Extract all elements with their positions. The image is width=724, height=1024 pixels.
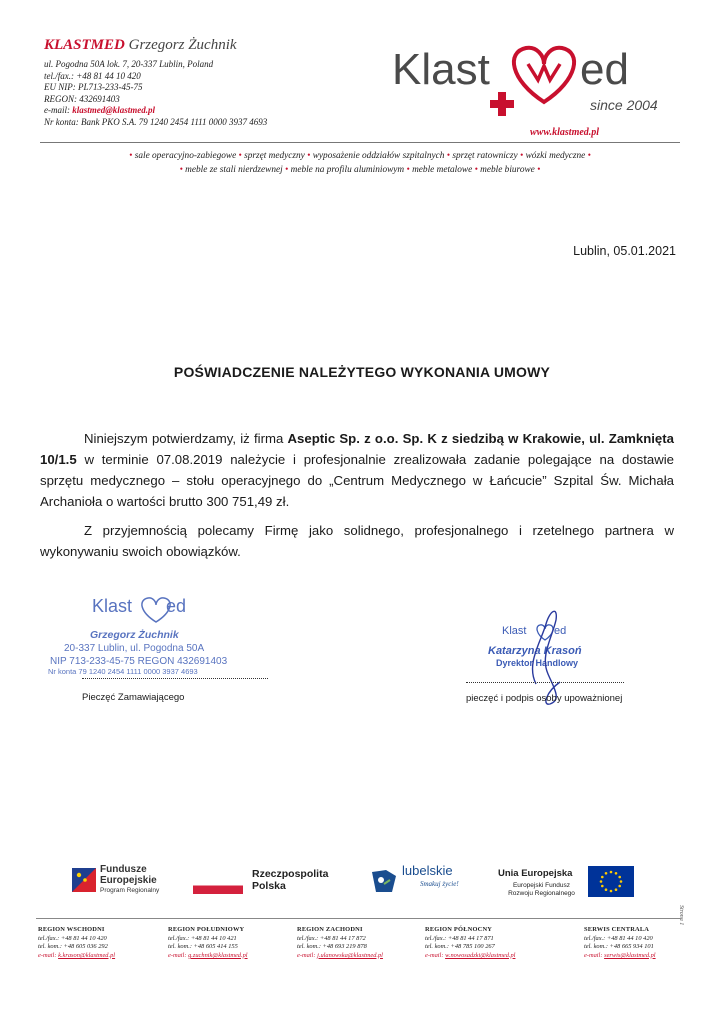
sig-logo-left: Klast — [502, 625, 527, 637]
ue-subtitle — [498, 882, 585, 898]
lubelskie-icon — [368, 866, 400, 896]
stamp-ids: NIP 713-233-45-75 REGON 432691403 — [50, 656, 228, 667]
product-item: meble na profilu aluminiowym — [290, 165, 405, 175]
region-name: REGION WSCHODNI — [38, 926, 105, 933]
fe-star-icon — [83, 878, 87, 882]
fe-title-1: Fundusze — [100, 864, 147, 875]
logo-heart-icon — [514, 48, 574, 102]
region-mobile: tel. kom.: +48 605 414 155 — [168, 943, 238, 951]
region-mobile: tel. kom.: +48 605 036 292 — [38, 943, 108, 951]
stamp-logo-left: Klast — [92, 596, 133, 616]
product-row-2: • meble ze stali nierdzewnej • meble na profilu aluminiowym • meble metalowe • meble biurowe • — [179, 165, 541, 175]
region-phone: tel./fax.: +48 81 44 17 871 — [425, 934, 494, 942]
company-name — [44, 36, 267, 54]
signatory-role: Dyrektor Handlowy — [496, 658, 579, 668]
logo-text-right: ed — [580, 45, 629, 94]
address-line: ul. Pogodna 50A lok. 7, 20-337 Lublin, Poland — [44, 59, 214, 69]
product-item: wózki medyczne — [525, 151, 586, 161]
logo-text-left: Klast — [392, 45, 490, 94]
region-phone: tel./fax.: +48 81 44 10 421 — [168, 934, 237, 942]
stamp-address: 20-337 Lublin, ul. Pogodna 50A — [64, 643, 205, 654]
region-mobile: tel. kom.: +48 665 934 101 — [584, 943, 654, 951]
page-number-note: Strona 1 — [678, 905, 684, 926]
fe-title-2: Europejskie — [100, 875, 157, 886]
paragraph-1 — [40, 428, 674, 512]
product-item: sprzęt medyczny — [244, 151, 305, 161]
region-email-label: e-mail: — [168, 951, 187, 959]
region-email-link[interactable]: j.ulanowska@klastmed.pl — [317, 951, 383, 959]
logo-m-icon — [528, 64, 560, 80]
product-item: meble ze stali nierdzewnej — [185, 165, 283, 175]
region-email-link[interactable]: serwis@klastmed.pl — [604, 951, 656, 959]
header-divider — [40, 142, 680, 143]
company-owner: Grzegorz Żuchnik — [128, 37, 237, 53]
nip-line: EU NIP: PL713-233-45-75 — [44, 82, 143, 93]
region-phone: tel./fax.: +48 81 44 10 420 — [584, 934, 653, 942]
region-email-label: e-mail: — [297, 951, 316, 959]
signature-label: pieczęć i podpis osoby upoważnionej — [466, 693, 623, 704]
signatory-name: Katarzyna Krasoń — [488, 645, 582, 657]
klastmed-logo — [392, 34, 682, 124]
fe-star-icon — [77, 873, 81, 877]
serwis-centrala — [584, 926, 656, 960]
company-header — [44, 36, 267, 129]
product-categories — [40, 149, 680, 177]
stamp-name: Grzegorz Żuchnik — [90, 629, 179, 641]
regon-line: REGON: 432691403 — [44, 93, 120, 104]
signature-dotted-line — [466, 682, 624, 683]
stamp-label: Pieczęć Zamawiającego — [82, 692, 185, 703]
footer-divider — [36, 918, 680, 919]
p1-rest: w terminie 07.08.2019 należycie i profesjonalnie zrealizowała zadanie polegające na dostawie sprzętu medycznego – stołu operacyjnego do „Centrum Medycznego w Łańcucie” Szpital Św. Michała Archanioła o wartości brutto 300 751,49 zł. — [40, 452, 674, 509]
email-link[interactable]: klastmed@klastmed.pl — [72, 105, 155, 116]
eu-flag-icon — [588, 866, 634, 897]
region-name: REGION ZACHODNI — [297, 926, 363, 933]
paragraph-2 — [40, 520, 674, 562]
product-row-1: • sale operacyjno-zabiegowe • sprzęt medyczny • wyposażenie oddziałów szpitalnych • sprzęt ratowniczy • wózki medyczne • — [129, 151, 591, 161]
product-item: meble biurowe — [480, 165, 535, 175]
p2-text: Z przyjemnością polecamy Firmę jako solidnego, profesjonalnego i rzetelnego partnera w wykonywaniu swoich obowiązków. — [40, 523, 674, 559]
region-email-link[interactable]: w.nowosadzki@klastmed.pl — [445, 951, 516, 959]
region-name: REGION PÓŁNOCNY — [425, 926, 493, 933]
logo-cross-h — [490, 100, 514, 108]
region-email-label: e-mail: — [38, 951, 57, 959]
stamp-dotted-line — [82, 678, 268, 679]
region-email-link[interactable]: g.zuchnik@klastmed.pl — [188, 951, 248, 959]
rp-line-1: Rzeczpospolita — [252, 868, 329, 880]
poland-flag-icon — [193, 877, 243, 894]
website-url[interactable]: www.klastmed.pl — [530, 127, 600, 138]
region-mobile: tel. kom.: +48 785 100 267 — [425, 943, 495, 951]
region-name: SERWIS CENTRALA — [584, 926, 650, 933]
region-phone: tel./fax.: +48 81 44 17 872 — [297, 934, 366, 942]
email-label: e-mail: — [44, 105, 70, 116]
region-email-label: e-mail: — [584, 951, 603, 959]
ue-title: Unia Europejska — [498, 868, 573, 879]
product-item: meble metalowe — [412, 165, 473, 175]
fe-subtitle: Program Regionalny — [100, 887, 160, 894]
phone-line: tel./fax.: +48 81 44 10 420 — [44, 70, 141, 81]
region-zachodni — [297, 926, 383, 960]
lubelskie-slogan: Smakuj życie! — [420, 880, 459, 888]
document-title: POŚWIADCZENIE NALEŻYTEGO WYKONANIA UMOWY — [173, 364, 551, 380]
region-mobile: tel. kom.: +48 693 219 878 — [297, 943, 367, 951]
rp-title — [252, 869, 328, 892]
account-line: Nr konta: Bank PKO S.A. 79 1240 2454 1111 0000 3937 4693 — [44, 116, 268, 127]
rp-line-2: Polska — [252, 879, 286, 892]
region-poludniowy — [168, 926, 248, 960]
company-stamp — [44, 594, 254, 686]
ue-sub-1: Europejski Fundusz — [512, 882, 571, 889]
product-item: sprzęt ratowniczy — [452, 151, 518, 161]
product-item: wyposażenie oddziałów szpitalnych — [312, 151, 445, 161]
region-email-link[interactable]: k.krason@klastmed.pl — [58, 951, 116, 959]
region-wschodni — [38, 926, 115, 960]
company-brand: KLASTMED — [44, 37, 125, 53]
region-email-label: e-mail: — [425, 951, 444, 959]
ue-sub-2: Rozwoju Regionalnego — [508, 890, 575, 897]
region-polnocny — [425, 926, 515, 960]
stamp-logo-right: ed — [166, 596, 187, 616]
fe-title — [100, 864, 157, 886]
p1-company: Aseptic Sp. z o.o. Sp. K z siedzibą w Krakowie, ul. Zamknięta 10/1.5 — [40, 431, 674, 467]
product-item: sale operacyjno-zabiegowe — [134, 151, 237, 161]
stamp-account: Nr konta 79 1240 2454 1111 0000 3937 4693 — [48, 667, 198, 676]
logo-since: since 2004 — [590, 97, 658, 113]
sig-logo-right: ed — [554, 625, 567, 637]
email-line — [44, 105, 267, 117]
document-date: Lublin, 05.01.2021 — [573, 244, 676, 258]
p1-intro: Niniejszym potwierdzamy, iż firma — [84, 431, 288, 446]
lubelskie-label: lubelskie — [402, 863, 453, 878]
region-name: REGION POŁUDNIOWY — [168, 926, 245, 933]
region-phone: tel./fax.: +48 81 44 10 420 — [38, 934, 107, 942]
